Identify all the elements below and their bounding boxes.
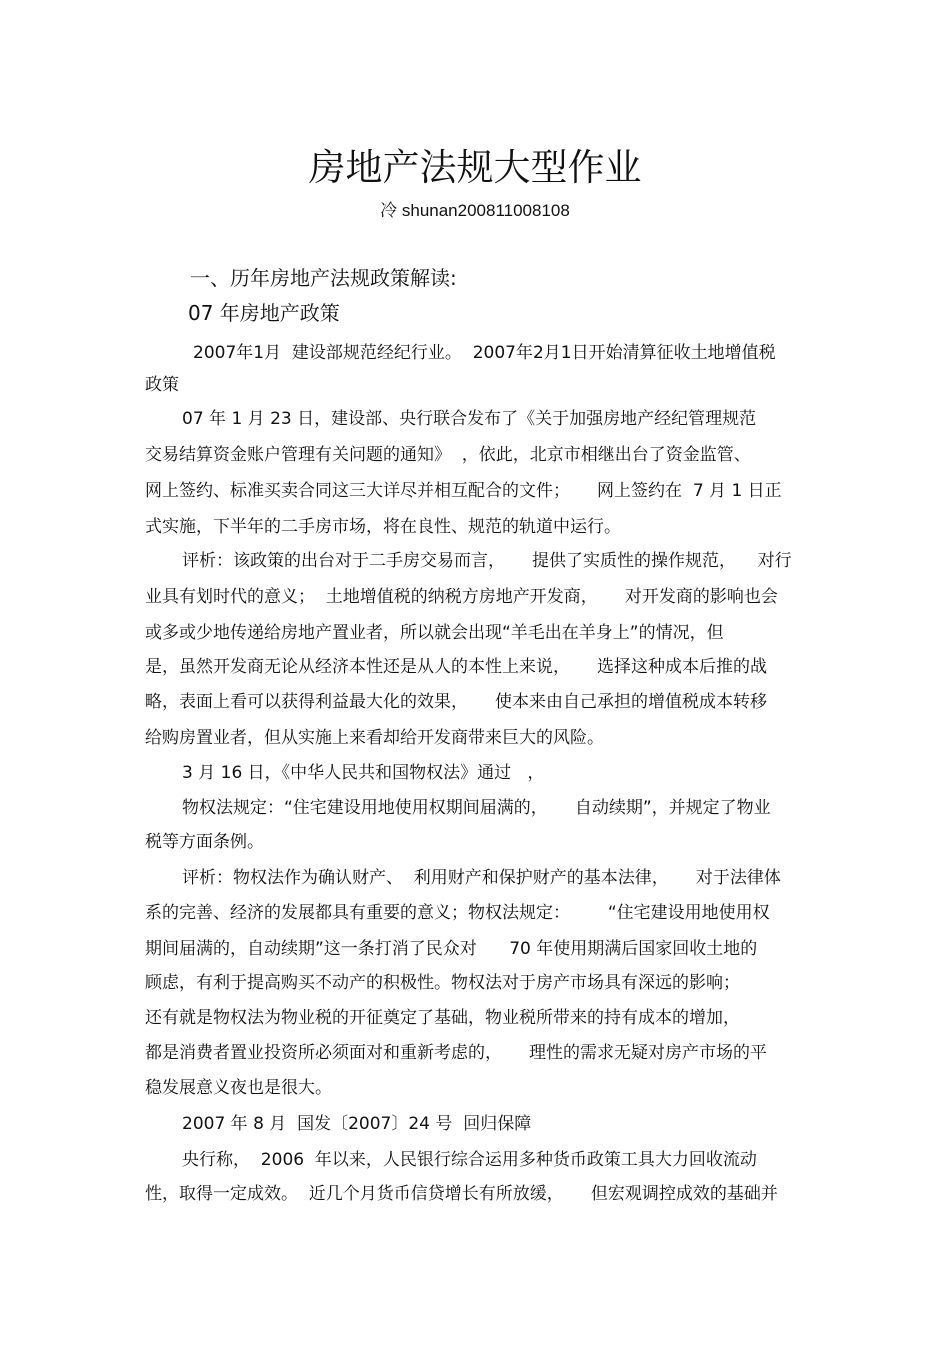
- author-line: 冷 shunan200811008108: [380, 201, 570, 220]
- paragraph-line: 交易结算资金账户管理有关问题的通知》 ，依此，北京市相继出台了资金监管、: [145, 445, 751, 465]
- paragraph-line: 式实施，下半年的二手房市场，将在良性、规范的轨道中运行。: [145, 517, 621, 537]
- paragraph-line: 评析：物权法作为确认财产、 利用财产和保护财产的基本法律， 对于法律体: [182, 868, 781, 888]
- paragraph-line: 2007 年 8 月 国发〔2007〕24 号 回归保障: [182, 1114, 532, 1134]
- paragraph-line: 业具有划时代的意义； 土地增值税的纳税方房地产开发商， 对开发商的影响也会: [145, 587, 778, 607]
- paragraph-line: 略，表面上看可以获得利益最大化的效果， 使本来由自己承担的增值税成本转移: [145, 692, 768, 712]
- paragraph-line: 还有就是物权法为物业税的开征奠定了基础，物业税所带来的持有成本的增加，: [145, 1008, 740, 1028]
- section-heading: 一、历年房地产法规政策解读:: [190, 266, 457, 290]
- paragraph-line: 都是消费者置业投资所必须面对和重新考虑的， 理性的需求无疑对房产市场的平: [145, 1043, 768, 1063]
- subheading: 07 年房地产政策: [188, 301, 340, 325]
- paragraph-line: 税等方面条例。: [145, 832, 264, 852]
- paragraph-line: 07 年 1 月 23 日，建设部、央行联合发布了《关于加强房地产经纪管理规范: [182, 409, 757, 429]
- paragraph-line: 给购房置业者，但从实施上来看却给开发商带来巨大的风险。: [145, 728, 604, 748]
- paragraph-line: 期间届满的，自动续期”这一条打消了民众对 70 年使用期满后国家回收土地的: [145, 939, 758, 959]
- paragraph-line: 是，虽然开发商无论从经济本性还是从人的本性上来说， 选择这种成本后推的战: [145, 657, 768, 677]
- paragraph-line: 2007年1月 建设部规范经纪行业。 2007年2月1日开始清算征收土地增值税: [193, 343, 776, 363]
- paragraph-line: 政策: [145, 375, 179, 395]
- paragraph-line: 性，取得一定成效。 近几个月货币信贷增长有所放缓， 但宏观调控成效的基础并: [145, 1184, 778, 1204]
- paragraph-line: 3 月 16 日，《中华人民共和国物权法》通过 ，: [182, 763, 545, 783]
- paragraph-line: 央行称， 2006 年以来，人民银行综合运用多种货币政策工具大力回收流动: [182, 1150, 757, 1170]
- paragraph-line: 网上签约、标准买卖合同这三大详尽并相互配合的文件； 网上签约在 7 月 1 日正: [145, 481, 782, 501]
- paragraph-line: 评析：该政策的出台对于二手房交易而言， 提供了实质性的操作规范， 对行: [182, 551, 792, 571]
- document-title: 房地产法规大型作业: [308, 146, 642, 189]
- paragraph-line: 顾虑，有利于提高购买不动产的积极性。物权法对于房产市场具有深远的影响；: [145, 973, 740, 993]
- paragraph-line: 物权法规定：“住宅建设用地使用权期间届满的， 自动续期”，并规定了物业: [182, 798, 771, 818]
- paragraph-line: 稳发展意义夜也是很大。: [145, 1078, 332, 1098]
- paragraph-line: 或多或少地传递给房地产置业者，所以就会出现“羊毛出在羊身上”的情况，但: [145, 623, 724, 643]
- paragraph-line: 系的完善、经济的发展都具有重要的意义；物权法规定： “住宅建设用地使用权: [145, 903, 770, 923]
